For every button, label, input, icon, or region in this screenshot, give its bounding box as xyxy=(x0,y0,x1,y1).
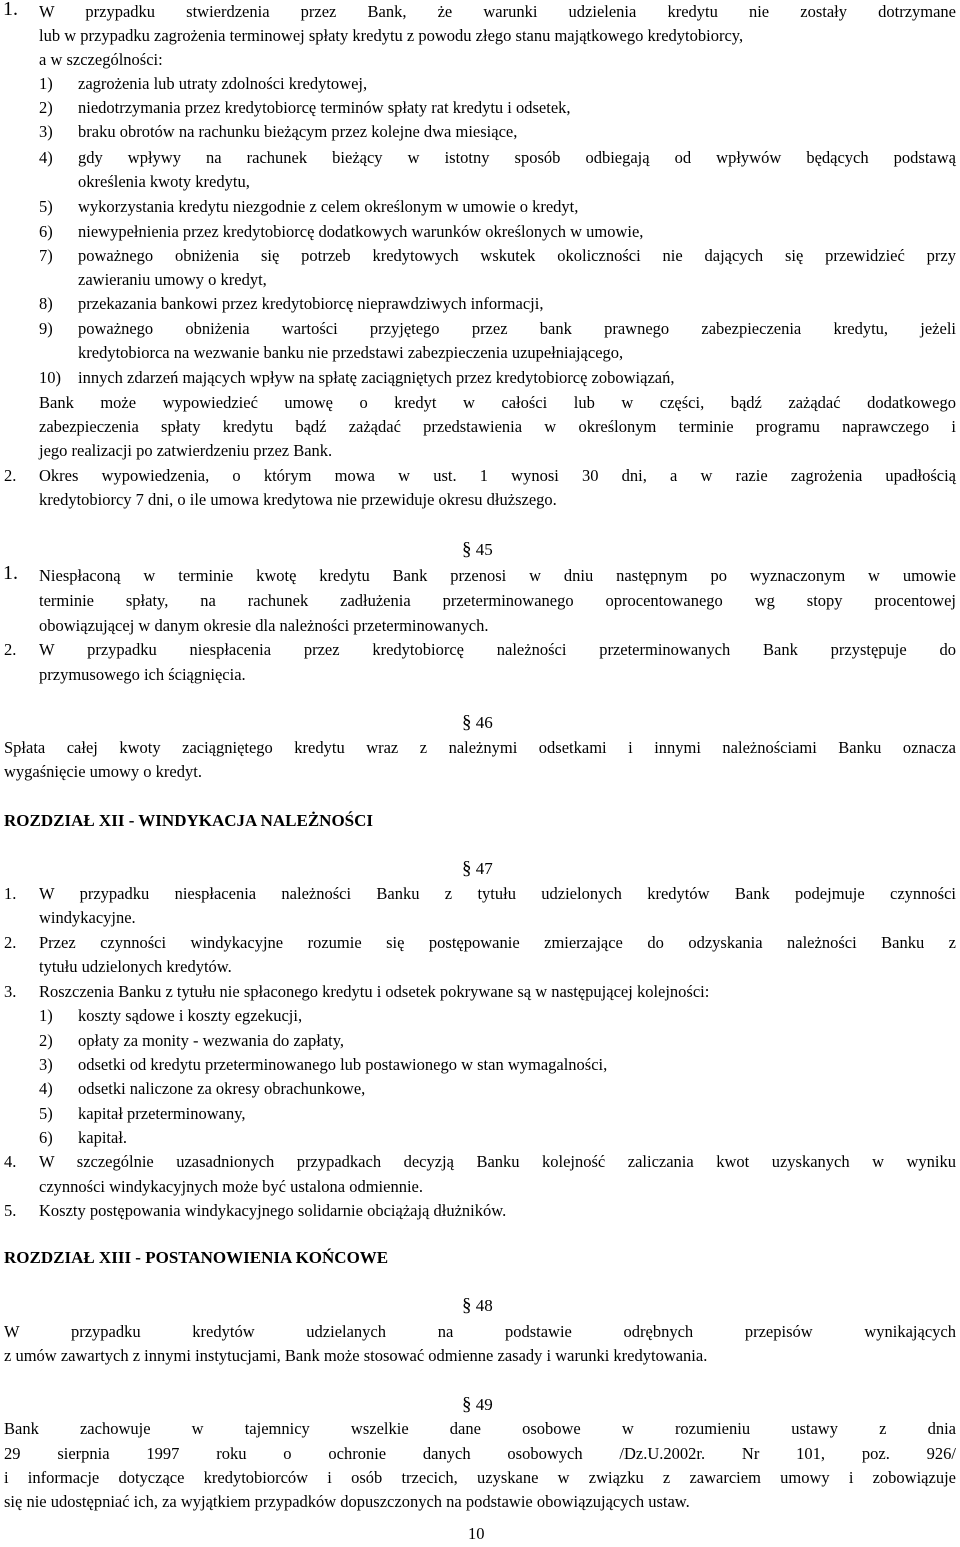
section-sign: § xyxy=(462,858,472,879)
paragraph-text: Bank zachowuje w tajemnicy wszelkie dane osobowe w rozumieniu ustawy z dnia xyxy=(4,1419,956,1438)
point-number: 1. xyxy=(3,0,18,20)
chapter-heading: ROZDZIAŁ XIII - POSTANOWIENIA KOŃCOWE xyxy=(4,1248,389,1267)
item-text: innych zdarzeń mających wpływ na spłatę zaciągniętych przez kredytobiorcę zobowiązań, xyxy=(78,368,675,387)
item-number: 5) xyxy=(39,197,53,216)
item-number: 1) xyxy=(39,1006,53,1025)
item-text: poważnego obniżenia się potrzeb kredytowych wskutek okoliczności nie dających się przewidzieć przy xyxy=(78,246,956,265)
section-sign: § xyxy=(462,712,472,733)
item-number: 4) xyxy=(39,1079,53,1098)
point-text: W przypadku niespłacenia przez kredytobiorcę należności przeterminowanych Bank przystępuje do xyxy=(39,640,956,659)
point-number: 3. xyxy=(4,982,17,1001)
paragraph-text: 29 sierpnia 1997 roku o ochronie danych osobowych /Dz.U.2002r. Nr 101, poz. 926/ xyxy=(4,1444,956,1463)
item-text: kapitał. xyxy=(78,1128,128,1147)
point-text: Przez czynności windykacyjne rozumie się postępowanie zmierzające do odzyskania należności Banku z xyxy=(39,933,956,952)
section-number: 47 xyxy=(475,859,493,878)
point-text: windykacyjne. xyxy=(39,908,136,927)
point-text: W szczególnie uzasadnionych przypadkach decyzją Banku kolejność zaliczania kwot uzyskanych w wyniku xyxy=(39,1152,956,1171)
point-text: lub w przypadku zagrożenia terminowej spłaty kredytu z powodu złego stanu majątkowego kredytobiorcy, xyxy=(39,26,744,45)
item-number: 2) xyxy=(39,1031,53,1050)
section-number: 49 xyxy=(475,1395,493,1414)
item-number: 5) xyxy=(39,1104,53,1123)
item-number: 9) xyxy=(39,319,53,338)
item-number: 2) xyxy=(39,98,53,117)
point-text: W przypadku stwierdzenia przez Bank, że warunki udzielenia kredytu nie zostały dotrzymane xyxy=(39,2,956,21)
item-text: braku obrotów na rachunku bieżącym przez kolejne dwa miesiące, xyxy=(78,122,518,141)
point-text: Okres wypowiedzenia, o którym mowa w ust. 1 wynosi 30 dni, a w razie zagrożenia upadłością xyxy=(39,466,956,485)
chapter-heading: ROZDZIAŁ XII - WINDYKACJA NALEŻNOŚCI xyxy=(4,811,374,830)
point-number: 1. xyxy=(3,562,18,584)
point-text: zabezpieczenia spłaty kredytu bądź zażądać przedstawienia w określonym terminie programu naprawczego i xyxy=(39,417,956,436)
item-text: odsetki naliczone za okresy obrachunkowe, xyxy=(78,1079,366,1098)
item-text: określenia kwoty kredytu, xyxy=(78,172,250,191)
point-text: obowiązującej w danym okresie dla należności przeterminowanych. xyxy=(39,616,489,635)
paragraph-text: W przypadku kredytów udzielanych na podstawie odrębnych przepisów wynikających xyxy=(4,1322,956,1341)
point-text: terminie spłaty, na rachunek zadłużenia przeterminowanego oprocentowanego wg stopy procentowej xyxy=(39,591,956,610)
page-number: 10 xyxy=(468,1524,485,1543)
point-text: Roszczenia Banku z tytułu nie spłaconego kredytu i odsetek pokrywane są w następującej kolejności: xyxy=(39,982,710,1001)
item-number: 10) xyxy=(39,368,61,387)
paragraph-text: się nie udostępniać ich, za wyjątkiem przypadków dopuszczonych na podstawie obowiązujących ustaw. xyxy=(4,1492,690,1511)
section-heading-46 xyxy=(462,711,493,735)
point-number: 5. xyxy=(4,1201,17,1220)
item-text: koszty sądowe i koszty egzekucji, xyxy=(78,1006,303,1025)
point-text: Niespłaconą w terminie kwotę kredytu Bank przenosi w dniu następnym po wyznaczonym w umowie xyxy=(39,566,956,585)
section-sign: § xyxy=(462,1394,472,1415)
point-text: Bank może wypowiedzieć umowę o kredyt w całości lub w części, bądź zażądać dodatkowego xyxy=(39,393,956,412)
section-sign: § xyxy=(462,539,472,560)
section-heading-48 xyxy=(462,1294,493,1318)
item-text: wykorzystania kredytu niezgodnie z celem określonym w umowie o kredyt, xyxy=(78,197,579,216)
point-number: 1. xyxy=(4,884,17,903)
item-number: 6) xyxy=(39,1128,53,1147)
section-heading-47 xyxy=(462,857,493,881)
item-number: 3) xyxy=(39,122,53,141)
item-text: poważnego obniżenia wartości przyjętego przez bank prawnego zabezpieczenia kredytu, jeżeli xyxy=(78,319,956,338)
point-text: czynności windykacyjnych może być ustalona odmiennie. xyxy=(39,1177,423,1196)
item-number: 1) xyxy=(39,74,53,93)
item-number: 4) xyxy=(39,148,53,167)
item-text: odsetki od kredytu przeterminowanego lub postawionego w stan wymagalności, xyxy=(78,1055,608,1074)
item-text: niedotrzymania przez kredytobiorcę terminów spłaty rat kredytu i odsetek, xyxy=(78,98,571,117)
section-sign: § xyxy=(462,1295,472,1316)
point-text: kredytobiorcy 7 dni, o ile umowa kredytowa nie przewiduje okresu dłuższego. xyxy=(39,490,557,509)
paragraph-text: i informacje dotyczące kredytobiorców i osób trzecich, uzyskane w związku z zawarciem umowy i zobowiązuje xyxy=(4,1468,956,1487)
item-text: gdy wpływy na rachunek bieżący w istotny sposób odbiegają od wpływów będących podstawą xyxy=(78,148,956,167)
item-text: kredytobiorca na wezwanie banku nie przedstawi zabezpieczenia uzupełniającego, xyxy=(78,343,624,362)
point-text: W przypadku niespłacenia należności Banku z tytułu udzielonych kredytów Bank podejmuje czynności xyxy=(39,884,956,903)
section-number: 48 xyxy=(475,1296,493,1315)
paragraph-text: z umów zawartych z innymi instytucjami, Bank może stosować odmienne zasady i warunki kredytowania. xyxy=(4,1346,708,1365)
point-number: 4. xyxy=(4,1152,17,1171)
section-heading-49 xyxy=(462,1393,493,1417)
point-text: tytułu udzielonych kredytów. xyxy=(39,957,232,976)
item-text: opłaty za monity - wezwania do zapłaty, xyxy=(78,1031,345,1050)
section-number: 45 xyxy=(475,540,493,559)
item-text: niewypełnienia przez kredytobiorcę dodatkowych warunków określonych w umowie, xyxy=(78,222,644,241)
point-number: 2. xyxy=(4,933,17,952)
item-number: 3) xyxy=(39,1055,53,1074)
point-text: jego realizacji po zatwierdzeniu przez Bank. xyxy=(39,441,333,460)
paragraph-text: wygaśnięcie umowy o kredyt. xyxy=(4,762,202,781)
point-text: a w szczególności: xyxy=(39,50,163,69)
item-number: 6) xyxy=(39,222,53,241)
point-number: 2. xyxy=(4,466,17,485)
section-heading-45 xyxy=(462,538,493,562)
item-number: 8) xyxy=(39,294,53,313)
item-text: przekazania bankowi przez kredytobiorcę nieprawdziwych informacji, xyxy=(78,294,544,313)
section-number: 46 xyxy=(475,713,493,732)
point-text: Koszty postępowania windykacyjnego solidarnie obciążają dłużników. xyxy=(39,1201,507,1220)
paragraph-text: Spłata całej kwoty zaciągniętego kredytu wraz z należnymi odsetkami i innymi należnościami Banku oznacza xyxy=(4,738,956,757)
item-text: kapitał przeterminowany, xyxy=(78,1104,246,1123)
item-number: 7) xyxy=(39,246,53,265)
item-text: zawieraniu umowy o kredyt, xyxy=(78,270,267,289)
point-text: przymusowego ich ściągnięcia. xyxy=(39,665,246,684)
item-text: zagrożenia lub utraty zdolności kredytowej, xyxy=(78,74,368,93)
point-number: 2. xyxy=(4,640,17,659)
